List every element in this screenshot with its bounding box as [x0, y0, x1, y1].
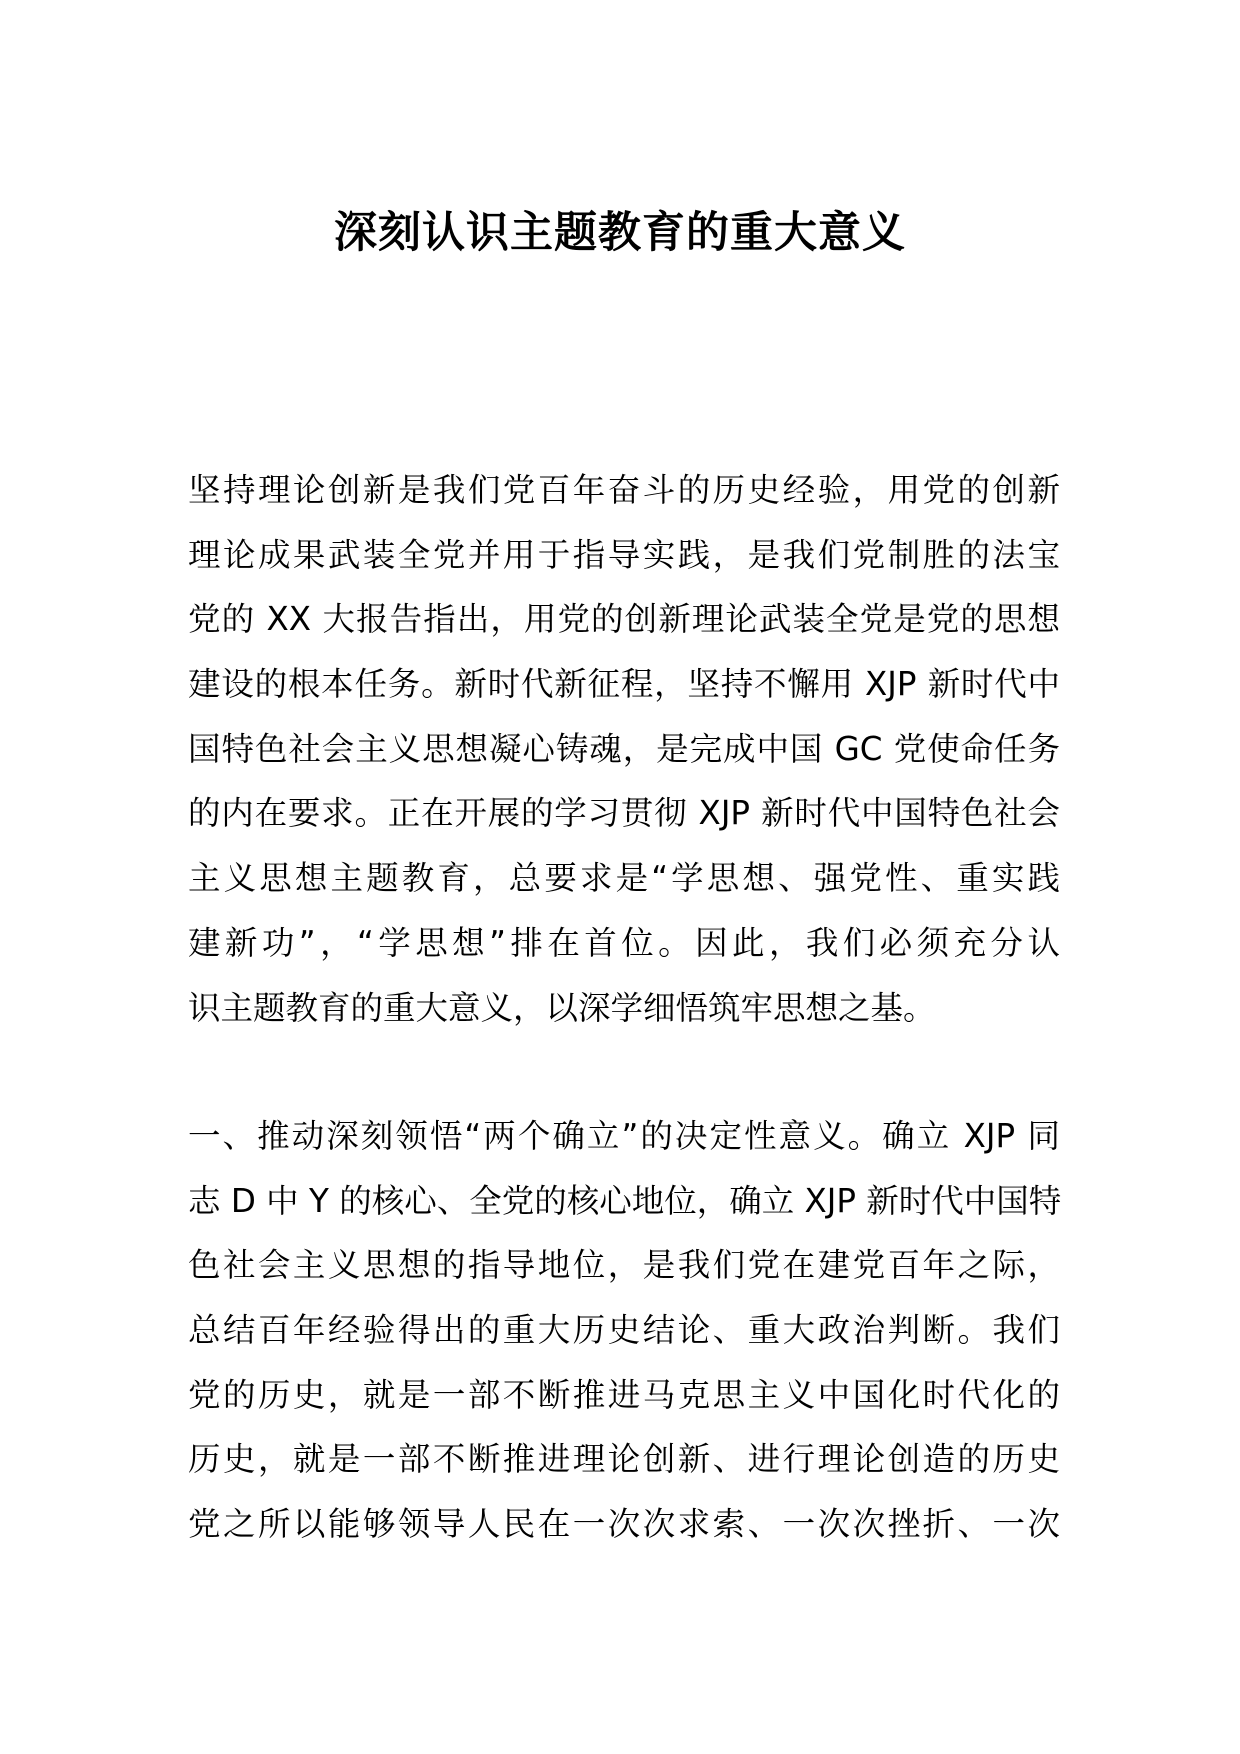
paragraph-line: 主义思想主题教育，总要求是“学思想、强党性、重实践: [188, 859, 1060, 898]
document-title: 深刻认识主题教育的重大意义: [334, 208, 906, 258]
paragraph-intro: [188, 458, 1060, 1040]
paragraph-line: 历史，就是一部不断推进理论创新、进行理论创造的历史: [188, 1440, 1060, 1479]
paragraph-line: 识主题教育的重大意义，以深学细悟筑牢思想之基。: [188, 988, 936, 1027]
paragraph-line: 党的历史，就是一部不断推进马克思主义中国化时代化的: [188, 1375, 1060, 1414]
paragraph-line: 志 D 中 Y 的核心、全党的核心地位，确立 XJP 新时代中国特: [188, 1181, 1062, 1220]
paragraph-line: 党之所以能够领导人民在一次次求索、一次次挫折、一次: [188, 1505, 1060, 1544]
paragraph-line: 色社会主义思想的指导地位，是我们党在建党百年之际，: [188, 1246, 1060, 1285]
paragraph-line: 一、推动深刻领悟“两个确立”的决定性意义。确立 XJP 同: [188, 1117, 1060, 1155]
paragraph-line: 总结百年经验得出的重大历史结论、重大政治判断。我们: [188, 1311, 1060, 1350]
paragraph-line: 建新功”，“学思想”排在首位。因此，我们必须充分认: [188, 923, 1060, 962]
paragraph-line: 坚持理论创新是我们党百年奋斗的历史经验，用党的创新: [188, 471, 1060, 509]
paragraph-line: 的内在要求。正在开展的学习贯彻 XJP 新时代中国特色社会: [188, 794, 1060, 833]
paragraph-line: 理论成果武装全党并用于指导实践，是我们党制胜的法宝: [188, 535, 1060, 574]
paragraph-line: 建设的根本任务。新时代新征程，坚持不懈用 XJP 新时代中: [188, 665, 1060, 704]
paragraph-section-one: [188, 1104, 1060, 1557]
paragraph-line: 党的 XX 大报告指出，用党的创新理论武装全党是党的思想: [188, 600, 1060, 639]
paragraph-line: 国特色社会主义思想凝心铸魂，是完成中国 GC 党使命任务: [188, 729, 1060, 768]
